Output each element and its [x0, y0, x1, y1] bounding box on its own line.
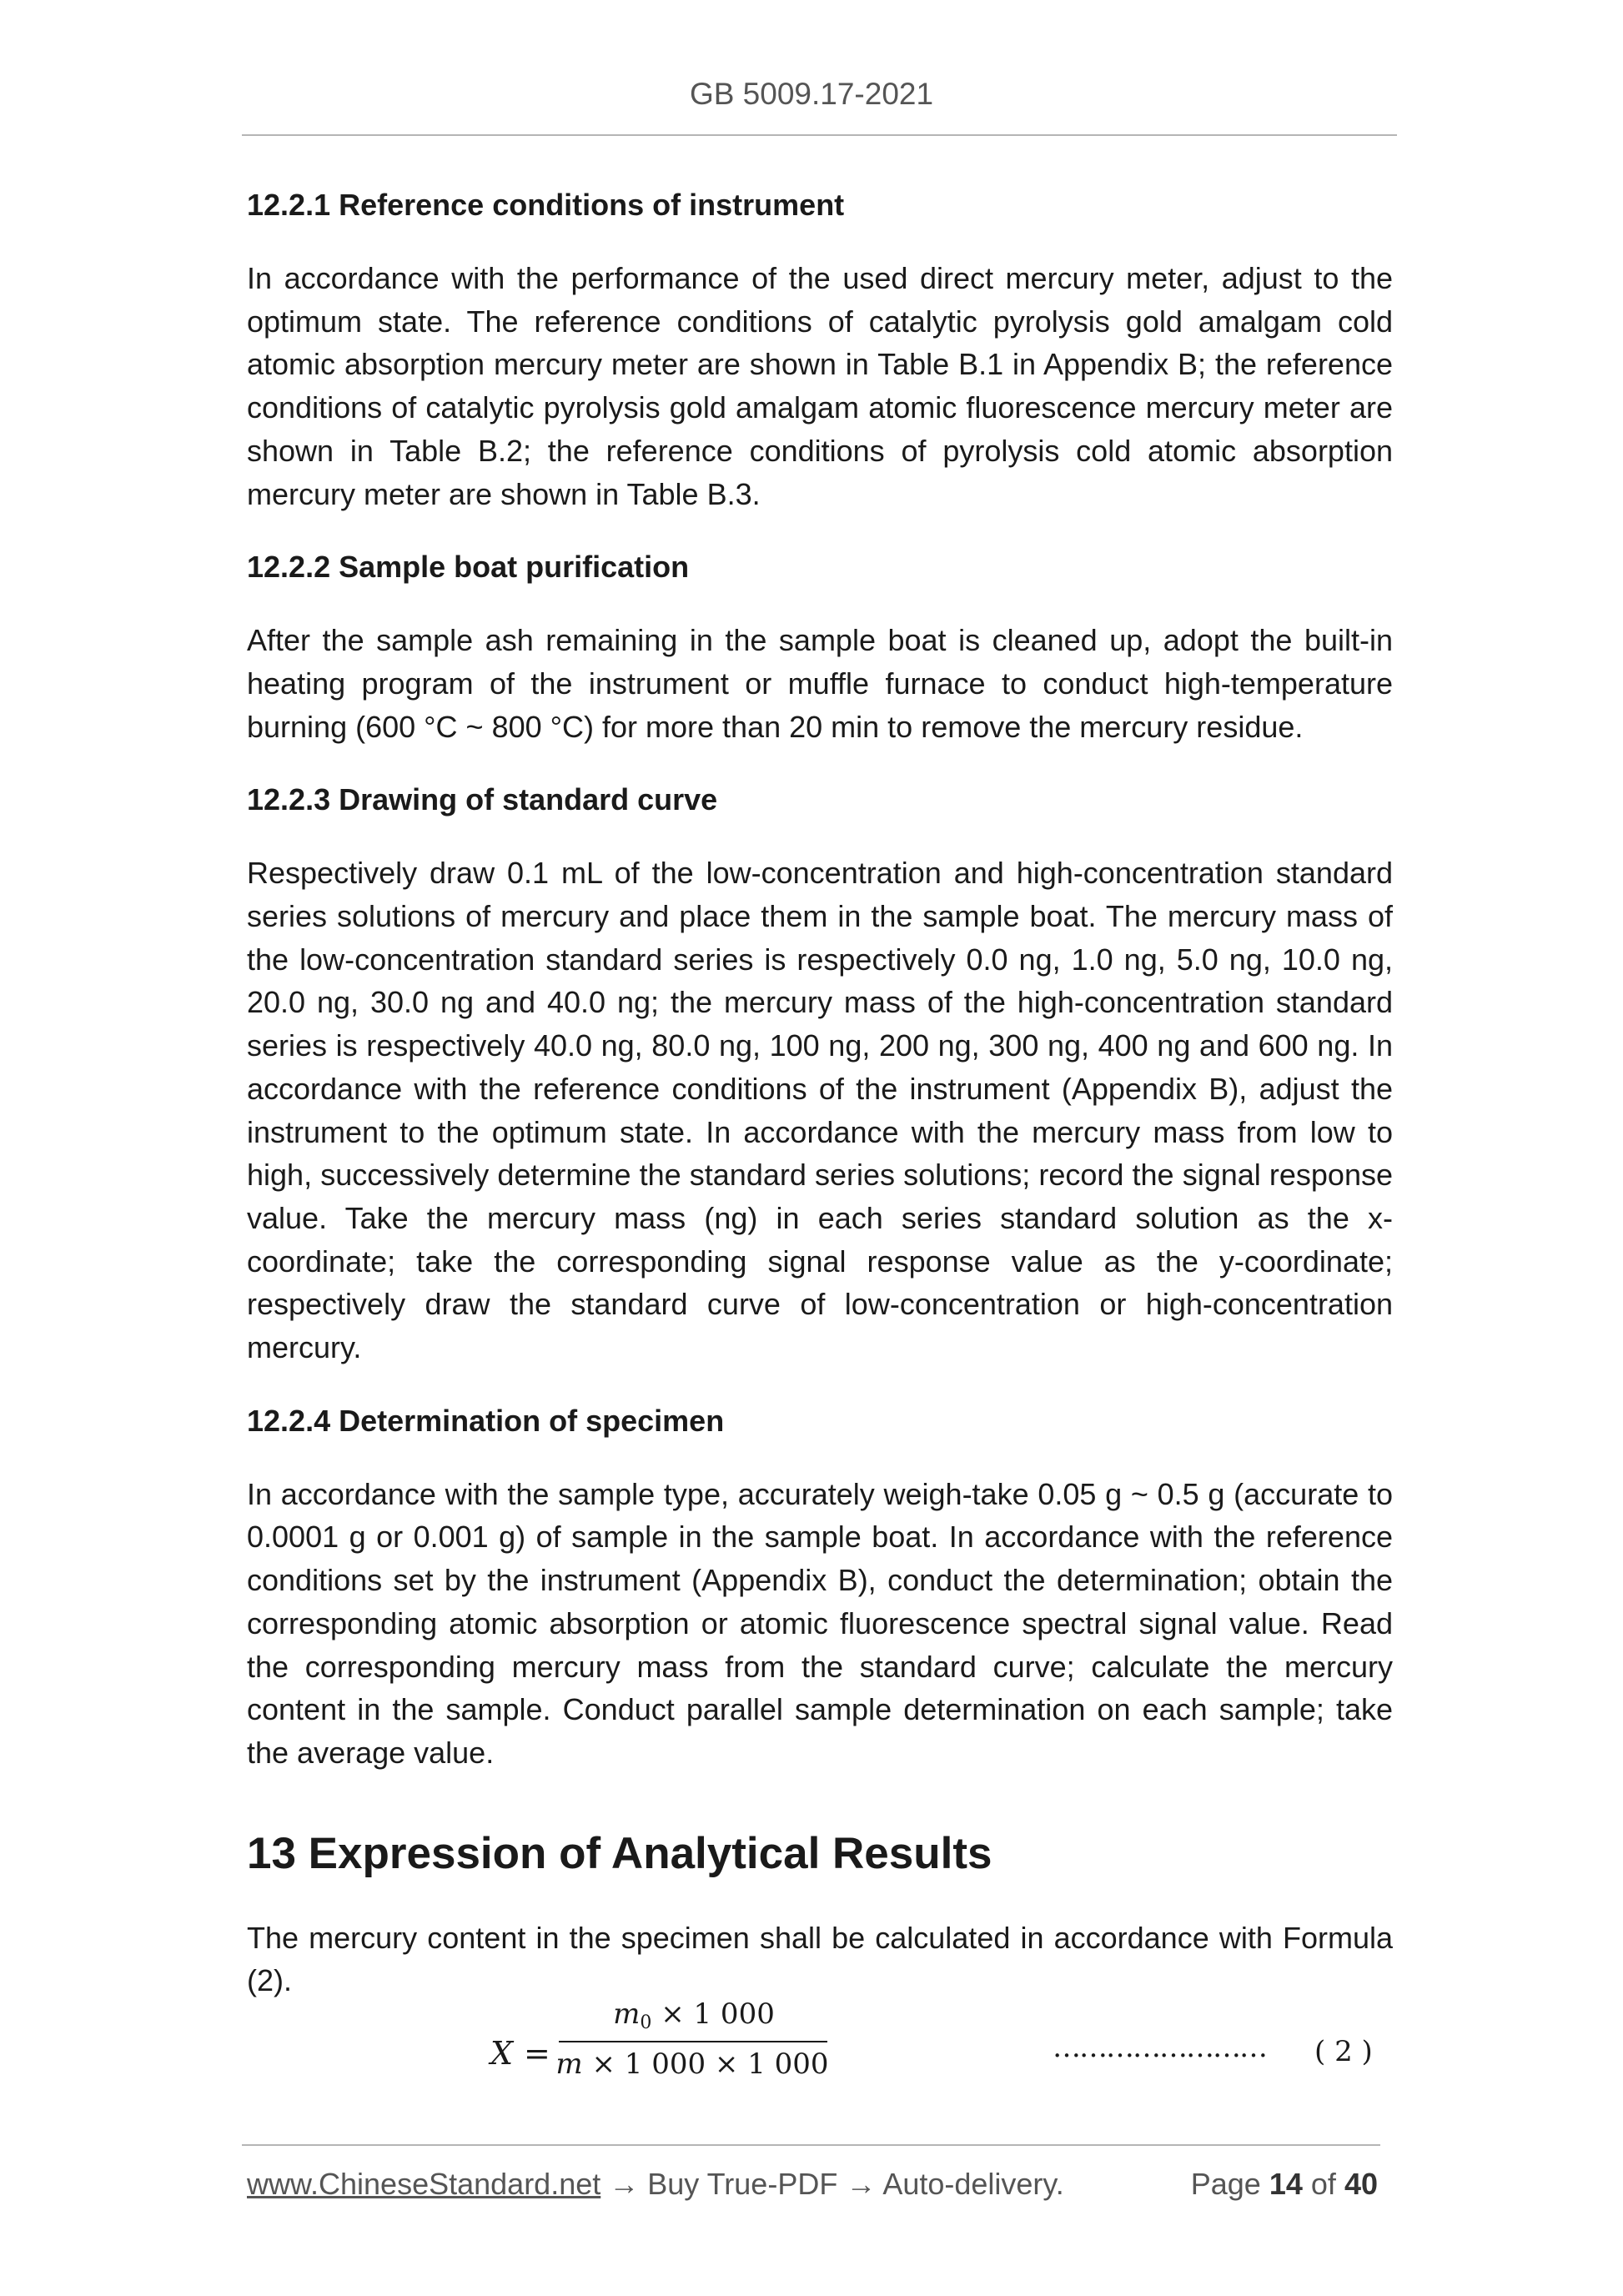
- total-pages-number: 40: [1344, 2167, 1378, 2201]
- formula-leader-dots: ……………………: [1053, 2031, 1266, 2064]
- section-heading-13: 13 Expression of Analytical Results: [247, 1828, 992, 1878]
- page-indicator: Page 14 of 40: [1190, 2167, 1378, 2201]
- section-heading-12-2-4: 12.2.4 Determination of specimen: [247, 1403, 725, 1438]
- website-link[interactable]: www.ChineseStandard.net: [247, 2167, 601, 2201]
- section-text-12-2-3: Respectively draw 0.1 mL of the low-concentration and high-concentration standard series solutions of mercury and place them in the sample boat. The mercury mass of the low-concentration standard series is respectively 0.0 ng, 1.0 ng, 5.0 ng, 10.0 ng, 20.0 ng, 30.0 ng and 40.0 ng; the mercury mass of the high-concentration standard series is respectively 40.0 ng, 80.0 ng, 100 ng, 200 ng, 300 ng, 400 ng and 600 ng. In accordance with the reference conditions of the instrument (Appendix B), adjust the instrument to the optimum state. In accordance with the mercury mass from low to high, successively determine the standard series solutions; record the signal response value. Take the mercury mass (ng) in each series standard solution as the x-coordinate; take the corresponding signal response value as the y-coordinate; respectively draw the standard curve of low-concentration or high-concentration mercury.: [247, 856, 1393, 1365]
- header-divider: [242, 134, 1397, 136]
- section-text-12-2-2: After the sample ash remaining in the sample boat is cleaned up, adopt the built-in heating program of the instrument or muffle furnace to conduct high-temperature burning (600 °C ~ 800 °C) for more than 20 min to remove the mercury residue.: [247, 623, 1393, 744]
- formula-2: [0, 1997, 1623, 2114]
- page-content: [247, 183, 1393, 2032]
- current-page-number: 14: [1269, 2167, 1303, 2201]
- formula-numerator: $m_0 \times 1$ 000: [613, 1997, 775, 2033]
- page-footer: [247, 2167, 1393, 2202]
- section-heading-12-2-3: 12.2.3 Drawing of standard curve: [247, 782, 718, 817]
- section-heading-12-2-2: 12.2.2 Sample boat purification: [247, 550, 690, 585]
- section-text-12-2-1: In accordance with the performance of the used direct mercury meter, adjust to the optimum state. The reference conditions of catalytic pyrolysis gold amalgam cold atomic absorption mercury meter are shown in Table B.1 in Appendix B; the reference conditions of catalytic pyrolysis gold amalgam atomic fluorescence mercury meter are shown in Table B.2; the reference conditions of pyrolysis cold atomic absorption mercury meter are shown in Table B.3.: [247, 261, 1393, 511]
- footer-divider: [242, 2144, 1380, 2146]
- formula-lhs: X: [490, 2035, 514, 2072]
- section-text-12-2-4: In accordance with the sample type, accurately weigh-take 0.05 g ~ 0.5 g (accurate to 0.0001 g or 0.001 g) of sample in the sample boat. In accordance with the reference conditions set by the instrument (Appendix B), conduct the determination; obtain the corresponding atomic absorption or atomic fluorescence spectral signal value. Read the corresponding mercury mass from the standard curve; calculate the mercury content in the sample. Conduct parallel sample determination on each sample; take the average value.: [247, 1476, 1393, 1770]
- section-text-13: The mercury content in the specimen shall be calculated in accordance with Formula (2).: [247, 1920, 1393, 1998]
- fraction-bar: [559, 2041, 827, 2042]
- formula-denominator: m × 1 000 × 1 000: [555, 2047, 829, 2081]
- section-heading-12-2-1: 12.2.1 Reference conditions of instrument: [247, 188, 845, 222]
- formula-equals: =: [524, 2035, 550, 2072]
- document-code-header: GB 5009.17-2021: [689, 77, 934, 111]
- footer-promo-text: → Buy True-PDF → Auto-delivery.: [600, 2167, 1064, 2201]
- formula-number: ( 2 ): [1314, 2035, 1373, 2068]
